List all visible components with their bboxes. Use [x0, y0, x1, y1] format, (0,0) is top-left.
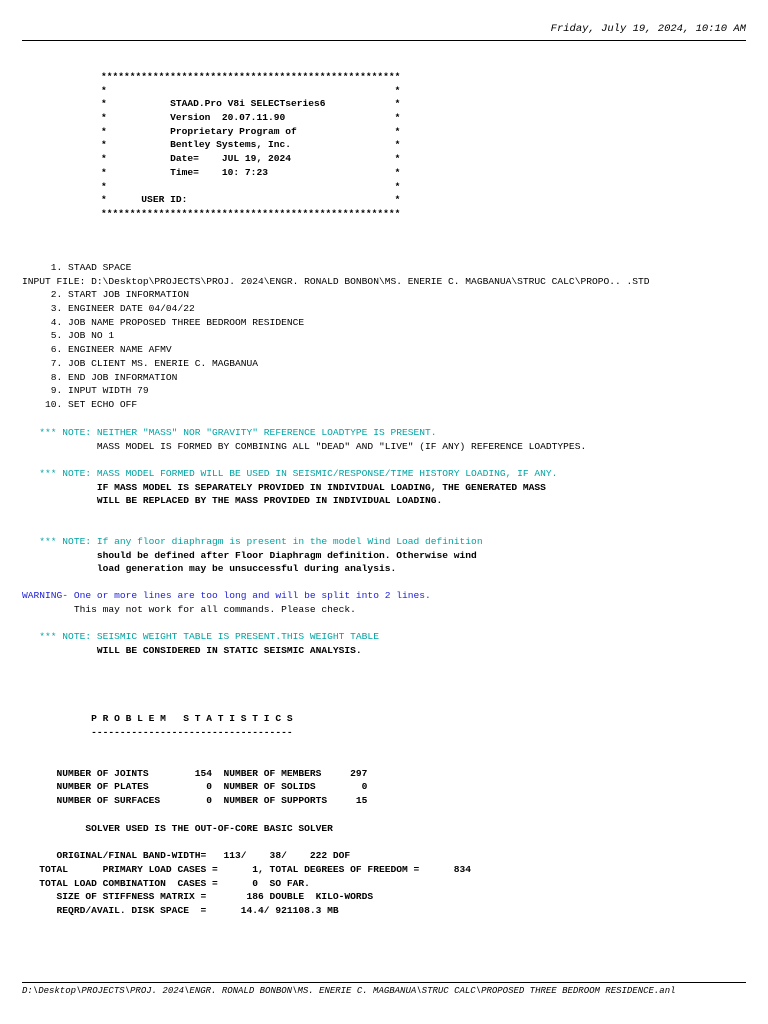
note-heading: *** NOTE: NEITHER "MASS" NOR "GRAVITY" REFERENCE LOADTYPE IS PRESENT. [22, 427, 437, 438]
program-banner [101, 70, 400, 221]
note-text: should be defined after Floor Diaphragm definition. Otherwise wind [22, 549, 477, 561]
input-file-line: INPUT FILE: D:\Desktop\PROJECTS\PROJ. 2024\ENGR. RONALD BONBON\MS. ENERIE C. MAGBANUA\STRUC CALC\PROPO.. .STD [22, 275, 650, 287]
note-heading: *** NOTE: If any floor diaphragm is present in the model Wind Load definition [22, 536, 483, 547]
input-line: 1. STAAD SPACE [22, 262, 132, 273]
note-text: MASS MODEL IS FORMED BY COMBINING ALL "DEAD" AND "LIVE" (IF ANY) REFERENCE LOADTYPES. [22, 440, 587, 452]
banner-line: * USER ID: * [101, 194, 401, 206]
statistics-row: NUMBER OF PLATES 0 NUMBER OF SOLIDS 0 [22, 781, 368, 793]
note-seismic-weight [22, 630, 379, 657]
solver-line: TOTAL LOAD COMBINATION CASES = 0 SO FAR. [22, 877, 310, 889]
note-floor-diaphragm [22, 535, 483, 576]
banner-line: * Time= 10: 7:23 * [101, 166, 401, 178]
banner-line: * Bentley Systems, Inc. * [101, 139, 401, 151]
input-line: 9. INPUT WIDTH 79 [22, 385, 149, 397]
footer-file-path: D:\Desktop\PROJECTS\PROJ. 2024\ENGR. RONALD BONBON\MS. ENERIE C. MAGBANUA\STRUC CALC\PROPOSED THREE BEDROOM RESIDENCE.anl [22, 986, 676, 996]
banner-line: **************************************************** [101, 71, 401, 82]
solver-info [22, 822, 471, 918]
note-mass-model [22, 467, 557, 508]
banner-line: * Proprietary Program of * [101, 125, 401, 137]
statistics-title: P R O B L E M S T A T I S T I C S [22, 713, 293, 724]
warning-long-lines [22, 589, 431, 616]
input-line: 2. START JOB INFORMATION [22, 289, 189, 301]
solver-line: REQRD/AVAIL. DISK SPACE = 14.4/ 921108.3 MB [22, 905, 339, 917]
input-line: 10. SET ECHO OFF [22, 398, 138, 410]
statistics-row: NUMBER OF SURFACES 0 NUMBER OF SUPPORTS 15 [22, 795, 368, 807]
input-line: 7. JOB CLIENT MS. ENERIE C. MAGBANUA [22, 357, 259, 369]
note-loadtype [22, 426, 586, 453]
banner-line: * * [101, 84, 401, 96]
input-line: 5. JOB NO 1 [22, 330, 115, 342]
solver-line: SIZE OF STIFFNESS MATRIX = 186 DOUBLE KILO-WORDS [22, 891, 374, 903]
input-line: 3. ENGINEER DATE 04/04/22 [22, 303, 195, 315]
input-line: 8. END JOB INFORMATION [22, 371, 178, 383]
statistics-underline: ----------------------------------- [22, 726, 293, 738]
statistics-row: NUMBER OF JOINTS 154 NUMBER OF MEMBERS 297 [22, 767, 368, 779]
note-text: WILL BE CONSIDERED IN STATIC SEISMIC ANALYSIS. [22, 644, 362, 656]
header-datetime: Friday, July 19, 2024, 10:10 AM [550, 23, 746, 35]
banner-line: **************************************************** [101, 207, 401, 219]
problem-statistics [22, 712, 367, 808]
banner-line: * Version 20.07.11.90 * [101, 112, 401, 124]
banner-line: * * [101, 180, 401, 192]
banner-line: * Date= JUL 19, 2024 * [101, 153, 401, 165]
note-heading: *** NOTE: MASS MODEL FORMED WILL BE USED IN SEISMIC/RESPONSE/TIME HISTORY LOADING, IF ANY. [22, 468, 558, 479]
header-rule [22, 40, 746, 41]
footer-rule [22, 982, 746, 983]
note-text: load generation may be unsuccessful during analysis. [22, 563, 397, 575]
warning-heading: WARNING- One or more lines are too long and will be split into 2 lines. [22, 590, 431, 601]
input-echo [22, 261, 650, 412]
solver-line: ORIGINAL/FINAL BAND-WIDTH= 113/ 38/ 222 DOF [22, 850, 351, 862]
solver-line: TOTAL PRIMARY LOAD CASES = 1, TOTAL DEGREES OF FREEDOM = 834 [22, 864, 472, 876]
banner-line: * STAAD.Pro V8i SELECTseries6 * [101, 98, 401, 110]
input-line: 4. JOB NAME PROPOSED THREE BEDROOM RESIDENCE [22, 316, 305, 328]
note-heading: *** NOTE: SEISMIC WEIGHT TABLE IS PRESENT.THIS WEIGHT TABLE [22, 631, 379, 642]
note-text: IF MASS MODEL IS SEPARATELY PROVIDED IN INDIVIDUAL LOADING, THE GENERATED MASS [22, 481, 546, 493]
input-line: 6. ENGINEER NAME AFMV [22, 344, 172, 356]
warning-text: This may not work for all commands. Please check. [22, 603, 356, 615]
note-text: WILL BE REPLACED BY THE MASS PROVIDED IN INDIVIDUAL LOADING. [22, 495, 443, 507]
solver-title: SOLVER USED IS THE OUT-OF-CORE BASIC SOLVER [22, 823, 333, 834]
